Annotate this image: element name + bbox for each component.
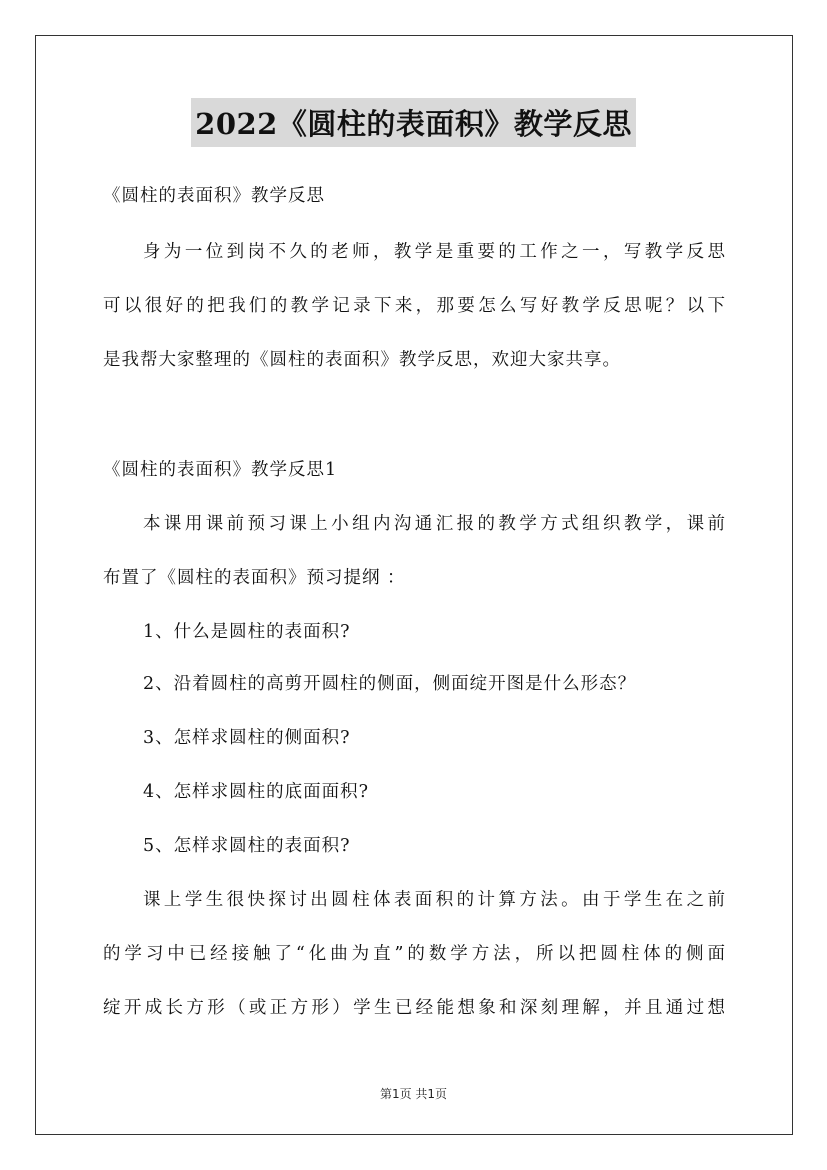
document-title: 2022《圆柱的表面积》教学反思 xyxy=(191,98,636,147)
document-title-wrapper xyxy=(0,98,827,147)
subtitle: 《圆柱的表面积》教学反思 xyxy=(103,186,325,206)
section-heading: 《圆柱的表面积》教学反思1 xyxy=(103,460,338,480)
para2-line-2: 的学习中已经接触了“化曲为直”的数学方法，所以把圆柱体的侧面 xyxy=(103,944,725,964)
para2-line-1: 课上学生很快探讨出圆柱体表面积的计算方法。由于学生在之前 xyxy=(143,890,725,910)
question-4: 4、怎样求圆柱的底面面积? xyxy=(143,782,370,802)
para1-line-2: 布置了《圆柱的表面积》预习提纲 ： xyxy=(103,568,406,588)
para2-line-3: 绽开成长方形（或正方形）学生已经能想象和深刻理解，并且通过想 xyxy=(103,998,725,1018)
para1-line-1: 本课用课前预习课上小组内沟通汇报的教学方式组织教学，课前 xyxy=(143,514,725,534)
question-2: 2、沿着圆柱的高剪开圆柱的侧面，侧面绽开图是什么形态？ xyxy=(143,674,637,694)
question-1: 1、什么是圆柱的表面积? xyxy=(143,622,351,642)
intro-line-2: 可以很好的把我们的教学记录下来，那要怎么写好教学反思呢？以下 xyxy=(103,296,725,316)
question-3: 3、怎样求圆柱的侧面积? xyxy=(143,728,351,748)
intro-line-1: 身为一位到岗不久的老师，教学是重要的工作之一，写教学反思 xyxy=(143,242,725,262)
question-5: 5、怎样求圆柱的表面积? xyxy=(143,836,351,856)
page-footer: 第1页 共1页 xyxy=(379,1087,448,1101)
intro-line-3: 是我帮大家整理的《圆柱的表面积》教学反思，欢迎大家共享。 xyxy=(103,350,621,370)
